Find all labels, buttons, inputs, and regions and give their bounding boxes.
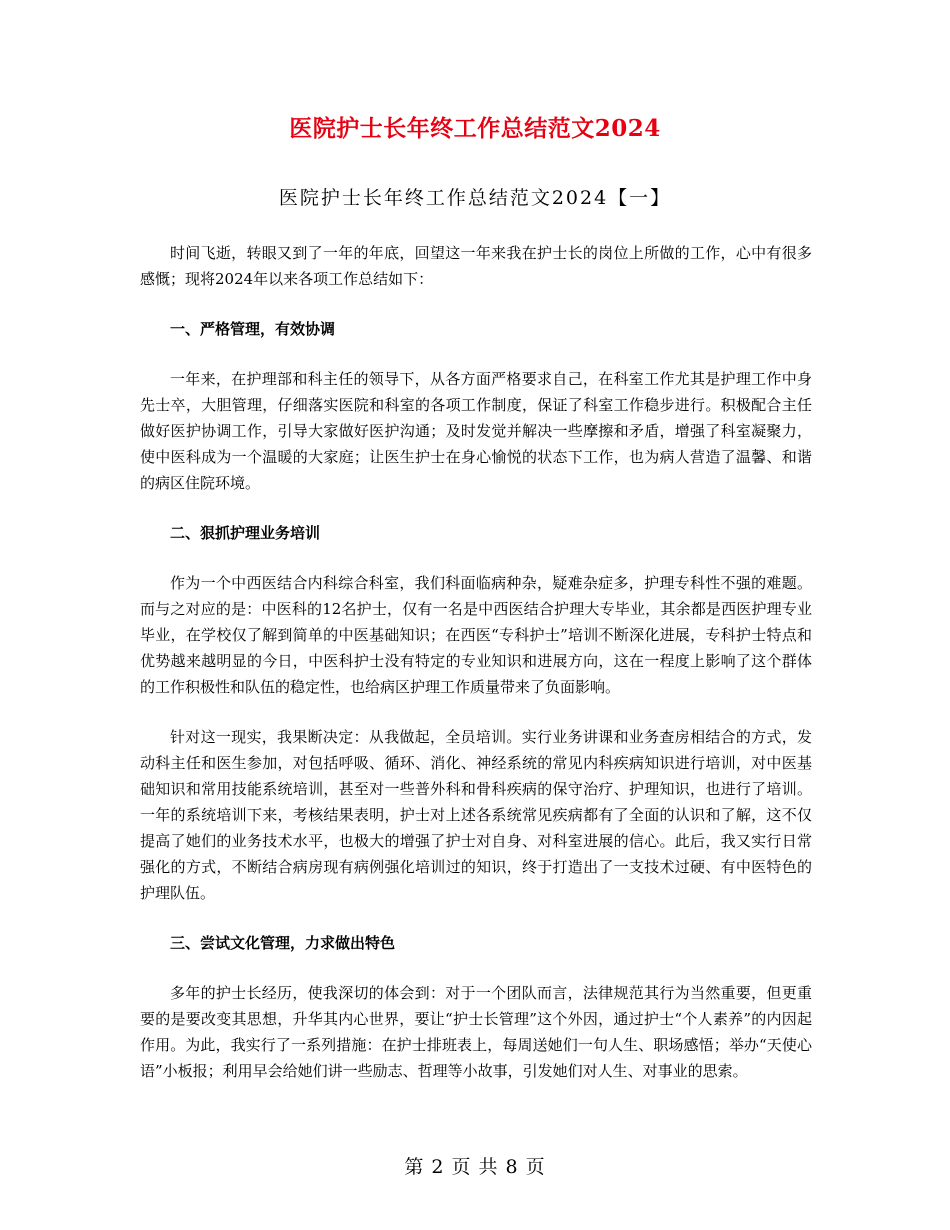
section-paragraph: 多年的护士长经历，使我深切的体会到：对于一个团队而言，法律规范其行为当然重要，但更重要的是要改变其思想，升华其内心世界，要让“护士长管理”这个外因，通过护士“个人素养”的内因起作用。为此，我实行了一系列措施：在护士排班表上，每周送她们一句人生、职场感悟；举办“天使心语”小板报；利用早会给她们讲一些励志、哲理等小故事，引发她们对人生、对事业的思索。 [140,984,812,1080]
intro-paragraph: 时间飞逝，转眼又到了一年的年底，回望这一年来我在护士长的岗位上所做的工作，心中有很多感慨；现将2024年以来各项工作总结如下： [140,244,812,288]
section-heading: 一、严格管理，有效协调 [170,320,336,338]
section-paragraph: 作为一个中西医结合内科综合科室，我们科面临病种杂，疑难杂症多，护理专科性不强的难题。而与之对应的是：中医科的12名护士，仅有一名是中西医结合护理大专毕业，其余都是西医护理专业毕业，在学校仅了解到简单的中医基础知识；在西医“专科护士”培训不断深化进展，专科护士特点和优势越来越明显的今日，中医科护士没有特定的专业知识和进展方向，这在一程度上影响了这个群体的工作积极性和队伍的稳定性，也给病区护理工作质量带来了负面影响。 [140,574,812,696]
page-number-footer: 第 2 页 共 8 页 [404,1156,546,1178]
section-heading: 三、尝试文化管理，力求做出特色 [170,934,396,952]
section-paragraph: 针对这一现实，我果断决定：从我做起，全员培训。实行业务讲课和业务查房相结合的方式，发动科主任和医生参加，对包括呼吸、循环、消化、神经系统的常见内科疾病知识进行培训，对中医基础知识和常用技能系统培训，甚至对一些普外科和骨科疾病的保守治疗、护理知识，也进行了培训。一年的系统培训下来，考核结果表明，护士对上述各系统常见疾病都有了全面的认识和了解，这不仅提高了她们的业务技术水平，也极大的增强了护士对自身、对科室进展的信心。此后，我又实行日常强化的方式，不断结合病房现有病例强化培训过的知识，终于打造出了一支技术过硬、有中医特色的护理队伍。 [140,728,812,902]
document-body [140,240,812,1108]
document-subtitle: 医院护士长年终工作总结范文2024【一】 [278,187,672,209]
section-paragraph: 一年来，在护理部和科主任的领导下，从各方面严格要求自己，在科室工作尤其是护理工作中身先士卒，大胆管理，仔细落实医院和科室的各项工作制度，保证了科室工作稳步进行。积极配合主任做好医护协调工作，引导大家做好医护沟通；及时发觉并解决一些摩擦和矛盾，增强了科室凝聚力，使中医科成为一个温暖的大家庭；让医生护士在身心愉悦的状态下工作，也为病人营造了温馨、和谐的病区住院环境。 [140,370,812,492]
section-heading: 二、狠抓护理业务培训 [170,524,321,542]
document-title: 医院护士长年终工作总结范文2024 [289,115,661,142]
